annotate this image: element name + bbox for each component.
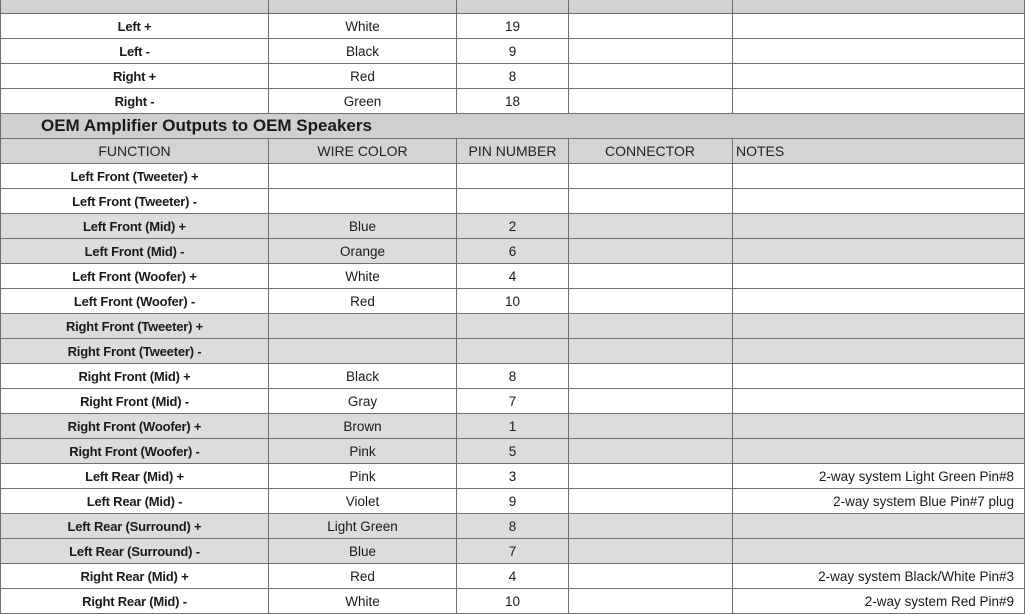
connector-cell: [569, 289, 733, 314]
table-row: [1, 489, 1025, 514]
table-row: [1, 14, 1025, 39]
function-cell: Right Front (Tweeter) +: [1, 314, 269, 339]
notes-cell: 2-way system Red Pin#9: [733, 589, 1025, 614]
pin-number-cell: [457, 189, 569, 214]
table-row: [1, 539, 1025, 564]
notes-cell: [733, 289, 1025, 314]
connector-cell: [569, 514, 733, 539]
function-cell: Right Front (Mid) +: [1, 364, 269, 389]
pin-number-cell: 5: [457, 439, 569, 464]
notes-cell: 2-way system Light Green Pin#8: [733, 464, 1025, 489]
wire-color-cell: Orange: [269, 239, 457, 264]
table-row: [1, 314, 1025, 339]
function-cell: Right Front (Woofer) +: [1, 414, 269, 439]
wire-color-cell: Blue: [269, 539, 457, 564]
table-row: [1, 589, 1025, 614]
connector-cell: [569, 539, 733, 564]
notes-cell: 2-way system Black/White Pin#3: [733, 564, 1025, 589]
notes-cell: [733, 539, 1025, 564]
column-header-row: [1, 139, 1025, 164]
wire-color-cell: [269, 189, 457, 214]
function-cell: Left Front (Tweeter) +: [1, 164, 269, 189]
pin-number-cell: [457, 339, 569, 364]
wire-color-cell: White: [269, 14, 457, 39]
wire-color-cell: Red: [269, 64, 457, 89]
table-row: [1, 464, 1025, 489]
wire-color-cell: White: [269, 589, 457, 614]
pin-number-cell: 8: [457, 364, 569, 389]
notes-cell: [733, 39, 1025, 64]
wire-color-cell: Black: [269, 364, 457, 389]
function-cell: Left Rear (Mid) -: [1, 489, 269, 514]
table-row: [1, 564, 1025, 589]
table-row: [1, 289, 1025, 314]
table-row: [1, 389, 1025, 414]
function-cell: Left -: [1, 39, 269, 64]
notes-cell: [733, 414, 1025, 439]
notes-cell: 2-way system Blue Pin#7 plug: [733, 489, 1025, 514]
function-cell: Right Front (Woofer) -: [1, 439, 269, 464]
table-row: [1, 364, 1025, 389]
wire-color-cell: [269, 314, 457, 339]
pin-number-cell: 18: [457, 89, 569, 114]
function-cell: Left Front (Woofer) +: [1, 264, 269, 289]
function-cell: Right +: [1, 64, 269, 89]
connector-cell: [569, 39, 733, 64]
header-function: FUNCTION: [1, 139, 269, 164]
pin-number-cell: [457, 314, 569, 339]
connector-cell: [569, 564, 733, 589]
table-row: [1, 414, 1025, 439]
function-cell: Right Rear (Mid) -: [1, 589, 269, 614]
wire-color-cell: [269, 339, 457, 364]
function-cell: Right Front (Tweeter) -: [1, 339, 269, 364]
header-pin-number: PIN NUMBER: [457, 139, 569, 164]
pin-number-cell: 7: [457, 539, 569, 564]
table-row: [1, 189, 1025, 214]
wire-color-cell: [269, 164, 457, 189]
table-row: [1, 239, 1025, 264]
connector-cell: [569, 389, 733, 414]
notes-cell: [733, 239, 1025, 264]
wire-color-cell: Pink: [269, 464, 457, 489]
connector-cell: [569, 164, 733, 189]
wire-color-cell: Red: [269, 564, 457, 589]
connector-cell: [569, 189, 733, 214]
connector-cell: [569, 14, 733, 39]
pin-number-cell: 6: [457, 239, 569, 264]
pin-number-cell: 4: [457, 264, 569, 289]
notes-cell: [733, 314, 1025, 339]
notes-cell: [733, 439, 1025, 464]
notes-cell: [733, 264, 1025, 289]
notes-cell: [733, 64, 1025, 89]
header-notes: NOTES: [733, 139, 1025, 164]
function-cell: Left +: [1, 14, 269, 39]
connector-cell: [569, 89, 733, 114]
pin-number-cell: 10: [457, 289, 569, 314]
pin-number-cell: 19: [457, 14, 569, 39]
pin-number-cell: 9: [457, 489, 569, 514]
header-connector: CONNECTOR: [569, 139, 733, 164]
function-cell: Left Front (Mid) -: [1, 239, 269, 264]
function-cell: Right Rear (Mid) +: [1, 564, 269, 589]
notes-cell: [733, 89, 1025, 114]
function-cell: Left Front (Tweeter) -: [1, 189, 269, 214]
wire-color-cell: Red: [269, 289, 457, 314]
notes-cell: [733, 14, 1025, 39]
section-title-row: [1, 114, 1025, 139]
pin-number-cell: 2: [457, 214, 569, 239]
wire-color-cell: Blue: [269, 214, 457, 239]
connector-cell: [569, 64, 733, 89]
notes-cell: [733, 339, 1025, 364]
function-cell: Left Rear (Surround) +: [1, 514, 269, 539]
connector-cell: [569, 439, 733, 464]
connector-cell: [569, 264, 733, 289]
function-cell: Right Front (Mid) -: [1, 389, 269, 414]
wire-color-cell: White: [269, 264, 457, 289]
pin-number-cell: 10: [457, 589, 569, 614]
table-row: [1, 64, 1025, 89]
wire-color-cell: Violet: [269, 489, 457, 514]
pin-number-cell: 8: [457, 64, 569, 89]
connector-cell: [569, 239, 733, 264]
pin-number-cell: [457, 164, 569, 189]
connector-cell: [569, 314, 733, 339]
connector-cell: [569, 339, 733, 364]
function-cell: Left Front (Mid) +: [1, 214, 269, 239]
function-cell: Left Rear (Surround) -: [1, 539, 269, 564]
notes-cell: [733, 214, 1025, 239]
notes-cell: [733, 189, 1025, 214]
pin-number-cell: 4: [457, 564, 569, 589]
pin-number-cell: 8: [457, 514, 569, 539]
wire-color-cell: Green: [269, 89, 457, 114]
pin-number-cell: 7: [457, 389, 569, 414]
wire-color-cell: Light Green: [269, 514, 457, 539]
connector-cell: [569, 214, 733, 239]
table-row: [1, 264, 1025, 289]
connector-cell: [569, 489, 733, 514]
wire-color-cell: Pink: [269, 439, 457, 464]
top-band-row: [1, 0, 1025, 14]
connector-cell: [569, 589, 733, 614]
notes-cell: [733, 389, 1025, 414]
function-cell: Left Front (Woofer) -: [1, 289, 269, 314]
table-row: [1, 164, 1025, 189]
function-cell: Left Rear (Mid) +: [1, 464, 269, 489]
pin-number-cell: 9: [457, 39, 569, 64]
pin-number-cell: 1: [457, 414, 569, 439]
wire-color-cell: Black: [269, 39, 457, 64]
connector-cell: [569, 464, 733, 489]
notes-cell: [733, 514, 1025, 539]
connector-cell: [569, 364, 733, 389]
section-title: OEM Amplifier Outputs to OEM Speakers: [1, 114, 1025, 139]
header-wire-color: WIRE COLOR: [269, 139, 457, 164]
connector-cell: [569, 414, 733, 439]
pin-number-cell: 3: [457, 464, 569, 489]
wire-color-cell: Gray: [269, 389, 457, 414]
table-row: [1, 89, 1025, 114]
table-row: [1, 339, 1025, 364]
notes-cell: [733, 164, 1025, 189]
notes-cell: [733, 364, 1025, 389]
wire-color-cell: Brown: [269, 414, 457, 439]
table-row: [1, 514, 1025, 539]
table-row: [1, 439, 1025, 464]
table-row: [1, 214, 1025, 239]
function-cell: Right -: [1, 89, 269, 114]
table-row: [1, 39, 1025, 64]
